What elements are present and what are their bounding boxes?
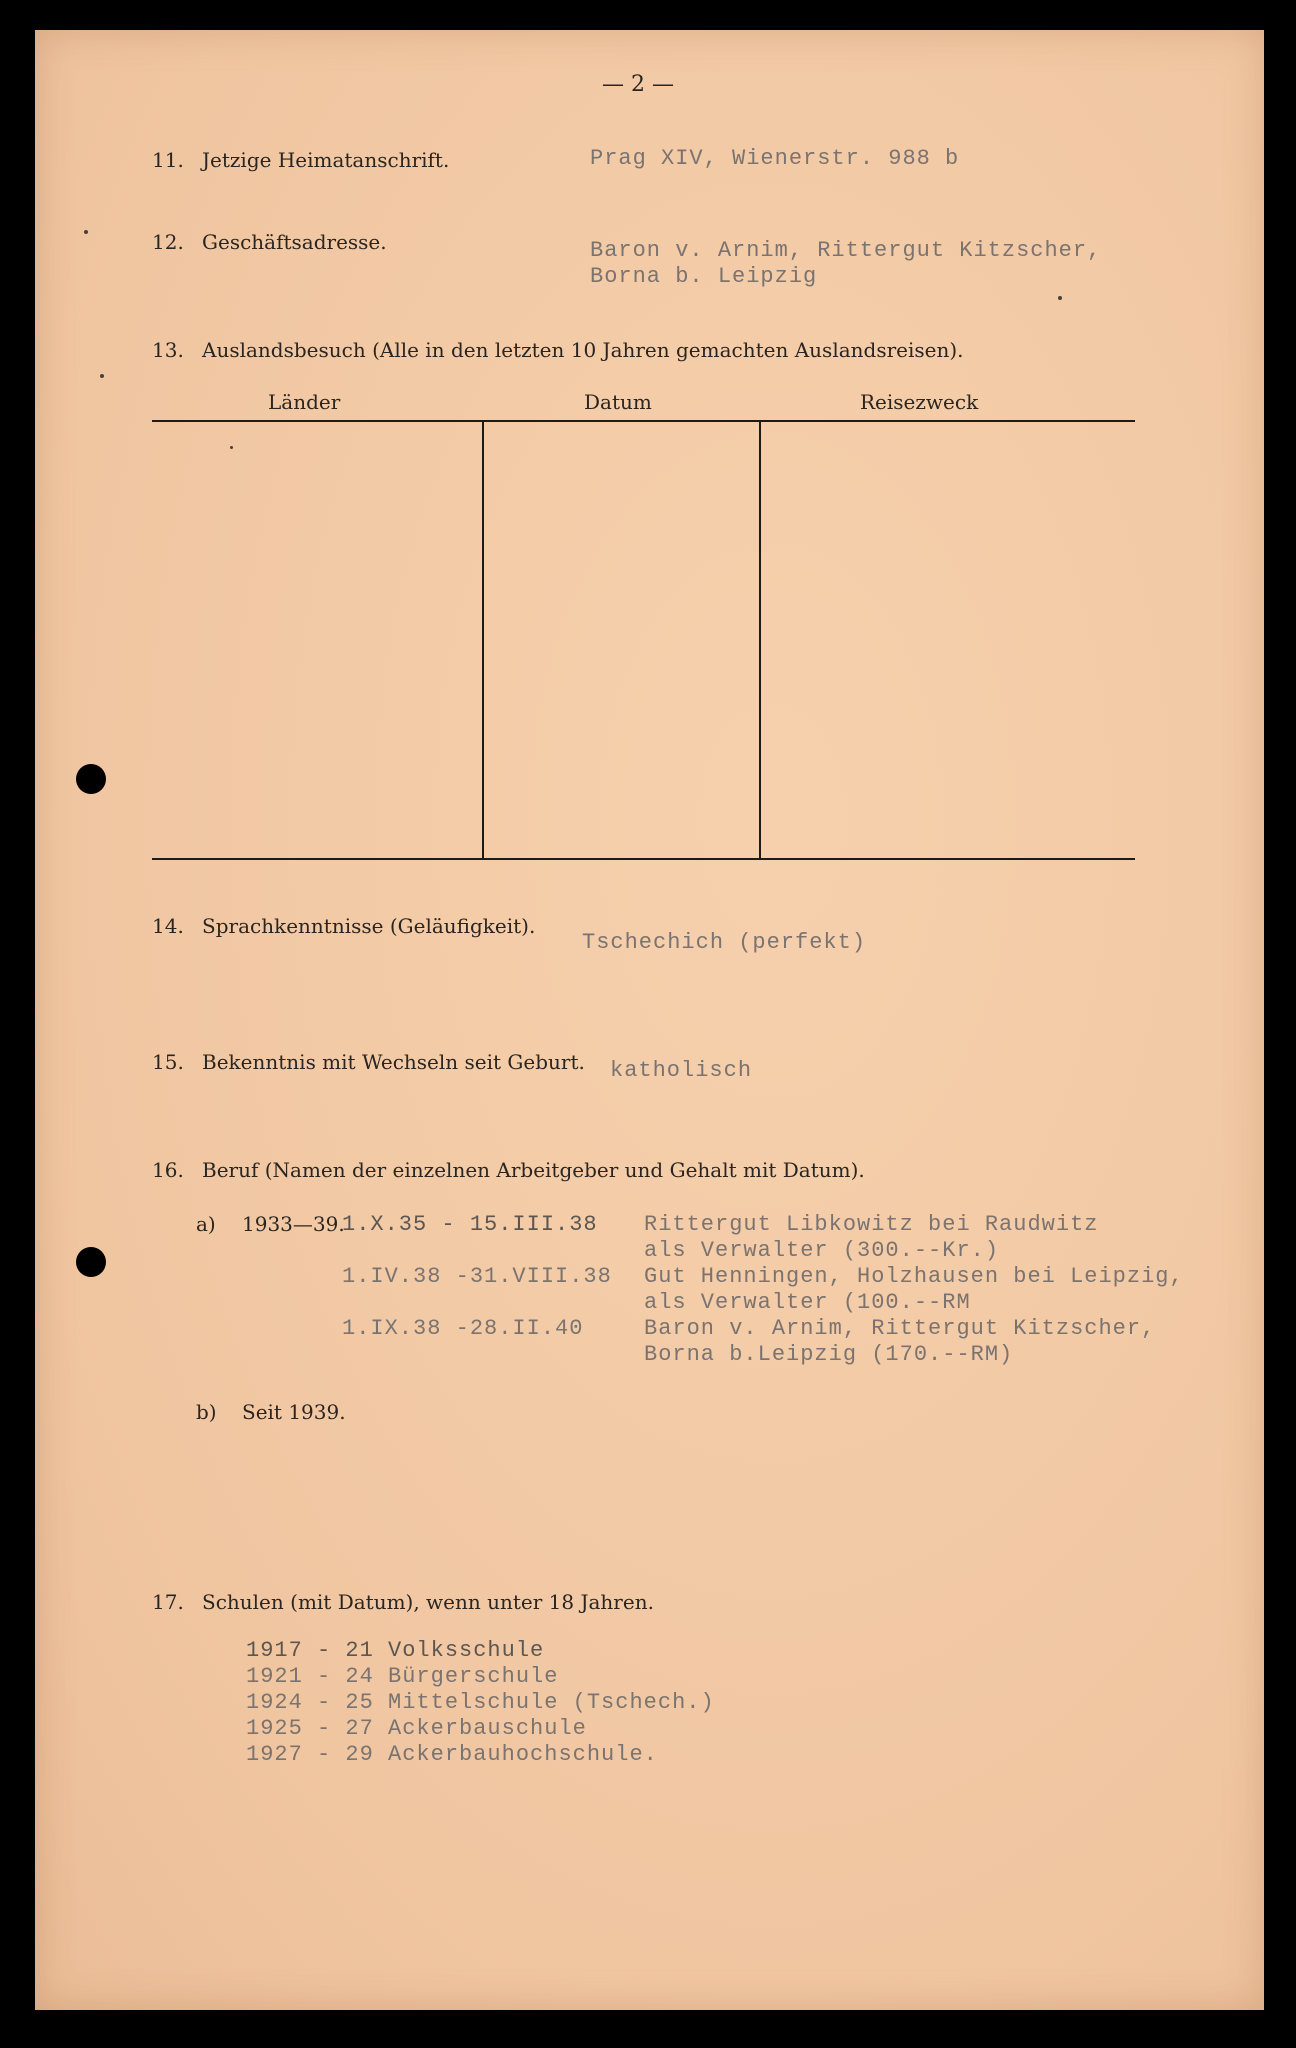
q15-answer: katholisch [610, 1058, 753, 1083]
q11-number: 11. [152, 148, 184, 172]
employment-entry-2-line2: als Verwalter (100.--RM [644, 1290, 971, 1315]
q11-answer: Prag XIV, Wienerstr. 988 b [590, 146, 960, 171]
q12-number: 12. [152, 230, 184, 254]
employment-date-2: 1.IV.38 -31.VIII.38 [342, 1264, 612, 1289]
school-entry-4: 1925 - 27 Ackerbauschule [246, 1716, 587, 1741]
q12-answer-line2: Borna b. Leipzig [590, 264, 818, 289]
q15-number: 15. [152, 1050, 184, 1074]
employment-entry-1-line2: als Verwalter (300.--Kr.) [644, 1238, 1000, 1263]
q16-b-label: b) [196, 1400, 217, 1424]
q15-label: Bekenntnis mit Wechseln seit Geburt. [202, 1050, 585, 1074]
q16-label: Beruf (Namen der einzelnen Arbeitgeber und Gehalt mit Datum). [202, 1158, 865, 1182]
punch-hole-upper [76, 764, 106, 794]
q16-a-label: a) [196, 1212, 216, 1236]
q11-label: Jetzige Heimatanschrift. [202, 148, 450, 172]
q14-label: Sprachkenntnisse (Geläufigkeit). [202, 914, 536, 938]
employment-entry-3-line1: Baron v. Arnim, Rittergut Kitzscher, [644, 1316, 1156, 1341]
table-divider-2 [759, 422, 761, 859]
speck [1058, 296, 1062, 300]
q17-number: 17. [152, 1590, 184, 1614]
q17-label: Schulen (mit Datum), wenn unter 18 Jahren. [202, 1590, 654, 1614]
table-bottom-rule [152, 858, 1135, 860]
table-divider-1 [482, 422, 484, 859]
page-number: — 2 — [602, 72, 674, 97]
employment-entry-1-line1: Rittergut Libkowitz bei Raudwitz [644, 1212, 1099, 1237]
q16-b-text: Seit 1939. [242, 1400, 346, 1424]
col-header-laender: Länder [268, 390, 341, 414]
col-header-reisezweck: Reisezweck [860, 390, 979, 414]
employment-entry-2-line1: Gut Henningen, Holzhausen bei Leipzig, [644, 1264, 1184, 1289]
q13-number: 13. [152, 338, 184, 362]
employment-date-1: 1.X.35 - 15.III.38 [342, 1212, 598, 1237]
school-entry-2: 1921 - 24 Bürgerschule [246, 1664, 559, 1689]
q16-number: 16. [152, 1158, 184, 1182]
punch-hole-lower [76, 1247, 106, 1277]
speck [84, 230, 88, 234]
school-entry-3: 1924 - 25 Mittelschule (Tschech.) [246, 1690, 715, 1715]
employment-date-3: 1.IX.38 -28.II.40 [342, 1316, 584, 1341]
school-entry-1: 1917 - 21 Volksschule [246, 1638, 545, 1663]
school-entry-5: 1927 - 29 Ackerbauhochschule. [246, 1742, 658, 1767]
q14-number: 14. [152, 914, 184, 938]
employment-entry-3-line2: Borna b.Leipzig (170.--RM) [644, 1342, 1014, 1367]
table-top-rule [152, 420, 1135, 422]
speck [100, 374, 104, 378]
q13-label: Auslandsbesuch (Alle in den letzten 10 Jahren gemachten Auslandsreisen). [202, 338, 964, 362]
q14-answer: Tschechich (perfekt) [582, 930, 867, 955]
speck [230, 446, 233, 449]
col-header-datum: Datum [584, 390, 652, 414]
q12-answer-line1: Baron v. Arnim, Rittergut Kitzscher, [590, 238, 1102, 263]
q16-a-years: 1933—39. [242, 1212, 345, 1236]
q12-label: Geschäftsadresse. [202, 230, 387, 254]
